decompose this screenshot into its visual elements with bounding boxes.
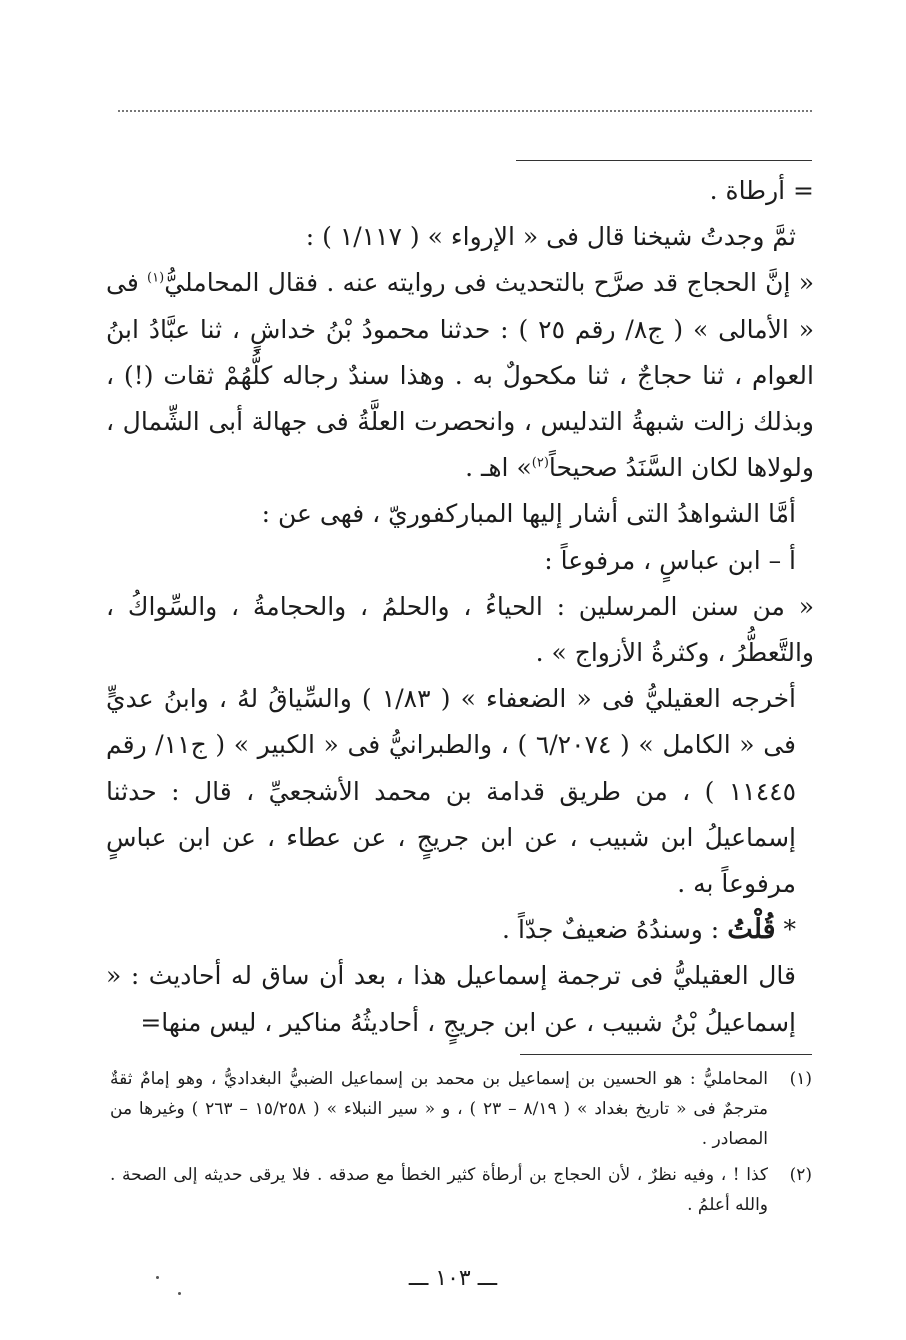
footnote-text: المحامليُّ : هو الحسين بن إسماعيل بن محمد بن إسماعيل الضبيُّ البغداديُّ ، وهو إمامٌ ثقةٌ مترجمٌ فى « تاريخ بغداد » ( ٨/١٩ – ٢٣ ) ، و « سير النبلاء » ( ١٥/٢٥٨ – ٢٦٣ ) وغيرها من المصادر . bbox=[110, 1069, 768, 1149]
scan-speck bbox=[156, 1276, 159, 1279]
quote-middle: فى « الأمالى » ( ج٨/ رقم ٢٥ ) : حدثنا محمودُ بْنُ خداشٍ ، ثنا عبَّادُ ابنُ العوام ، ثنا حجاجٌ ، ثنا مكحولٌ به . وهذا سندٌ رجاله كلُّهُمْ ثقات (!) ، وبذلك زالت شبهةُ التدليس ، وانحصرت العلَّةُ فى جهالة أبى الشِّمال ، ولولاها لكان السَّنَدُ صحيحاً bbox=[106, 268, 814, 483]
footnote-ref-1: (١) bbox=[147, 271, 165, 287]
qultu-paragraph bbox=[106, 907, 814, 953]
footnote-ref-2: (٢) bbox=[531, 455, 549, 471]
paragraph-found: ثمَّ وجدتُ شيخنا قال فى « الإرواء » ( ١/١١٧ ) : bbox=[305, 222, 796, 252]
footnote-number: (٢) bbox=[789, 1165, 812, 1185]
footnote-text: كذا ! ، وفيه نظرٌ ، لأن الحجاج بن أرطأة كثير الخطأ مع صدقه . فلا يرقى حديثه إلى الصحة . والله أعلمُ . bbox=[110, 1165, 768, 1215]
qultu-word: قُلْتُ bbox=[727, 914, 776, 946]
footnote-2 bbox=[110, 1160, 812, 1220]
item-a-heading: أ – ابن عباسٍ ، مرفوعاً : bbox=[544, 545, 796, 575]
page-number: ـــ ١٠٣ ـــ bbox=[408, 1266, 498, 1291]
continuation-line: = أرطاة . bbox=[709, 176, 814, 205]
quote-start: « إنَّ الحجاج قد صرَّح بالتحديث فى روايته عنه . فقال المحامليُّ bbox=[164, 268, 814, 298]
aqili-paragraph: قال العقيليُّ فى ترجمة إسماعيل هذا ، بعد أن ساق له أحاديث : « إسماعيلُ بْنُ شبيب ، عن ابن جريجٍ ، أحاديثُهُ مناكير ، ليس منها= bbox=[106, 961, 796, 1037]
header-dotted-rule bbox=[118, 110, 812, 112]
quote-end: » اهـ . bbox=[465, 453, 532, 483]
footnote-number: (١) bbox=[789, 1069, 812, 1089]
footnote-1 bbox=[110, 1064, 812, 1154]
asterisk-mark: * bbox=[783, 915, 796, 945]
scan-speck bbox=[178, 1292, 181, 1295]
quoted-paragraph bbox=[106, 260, 814, 491]
qultu-rest: : وسندُهُ ضعيفٌ جدّاً . bbox=[502, 915, 720, 945]
main-text bbox=[106, 168, 814, 1046]
footnote-rule bbox=[520, 1054, 812, 1055]
hadith-text: « من سنن المرسلين : الحياءُ ، والحلمُ ، والحجامةُ ، والسِّواكُ ، والتَّعطُّرُ ، وكثرةُ الأزواج » . bbox=[106, 591, 814, 668]
footnotes bbox=[110, 1064, 812, 1226]
takhrij-paragraph: أخرجه العقيليُّ فى « الضعفاء » ( ١/٨٣ ) والسِّياقُ لهُ ، وابنُ عديٍّ فى « الكامل » ( ٦/٢٠٧٤ ) ، والطبرانيُّ فى « الكبير » ( ج١١/ رقم ١١٤٤٥ ) ، من طريق قدامة بن محمد الأشجعيِّ ، قال : حدثنا إسماعيلُ ابن شبيب ، عن ابن جريجٍ ، عن عطاء ، عن ابن عباسٍ مرفوعاً به . bbox=[106, 684, 796, 899]
paragraph-shawahid: أمَّا الشواهدُ التى أشار إليها المباركفوريّ ، فهى عن : bbox=[261, 499, 796, 529]
continuation-rule bbox=[516, 160, 812, 161]
